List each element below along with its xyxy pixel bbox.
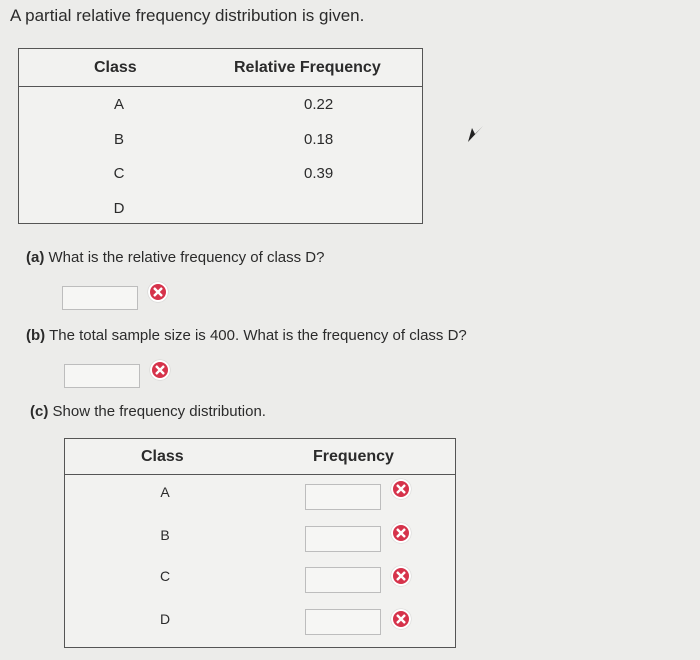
frequency-input-a[interactable] [305,484,381,510]
relative-frequency-cell: 0.22 [304,96,334,113]
header-frequency: Frequency [313,448,394,465]
class-cell: A [160,484,170,500]
answer-a-input[interactable] [62,286,138,310]
relative-frequency-cell: 0.18 [304,131,334,148]
question-a-text: What is the relative frequency of class D? [48,249,325,266]
class-cell: B [160,527,170,543]
class-cell: C [113,165,125,182]
class-cell: A [113,96,124,113]
frequency-input-d[interactable] [305,609,381,635]
x-circle-icon [148,282,168,302]
header-class: Class [94,59,137,76]
class-cell: D [113,200,125,217]
problem-intro: A partial relative frequency distribution is given. [10,6,365,25]
question-c [30,403,266,420]
question-b-text: The total sample size is 400. What is the frequency of class D? [49,327,467,344]
question-b-label: (b) [26,327,46,344]
x-circle-icon [391,566,411,586]
question-a-label: (a) [26,249,45,266]
relative-frequency-table [18,48,423,224]
frequency-input-b[interactable] [305,526,381,552]
header-class: Class [141,448,184,465]
class-cell: D [159,611,171,627]
mouse-cursor-icon [466,124,486,144]
class-cell: C [159,568,171,584]
frequency-table [64,438,456,648]
header-relative-frequency: Relative Frequency [234,59,381,76]
relative-frequency-cell: 0.39 [304,165,334,182]
question-c-label: (c) [30,403,49,420]
class-cell: B [113,131,124,148]
question-c-text: Show the frequency distribution. [52,403,266,420]
frequency-input-c[interactable] [305,567,381,593]
x-circle-icon [391,523,411,543]
relative-table-header [19,49,422,87]
question-b [26,327,467,344]
x-circle-icon [391,609,411,629]
x-circle-icon [150,360,170,380]
question-a [26,249,324,266]
frequency-table-header [65,439,455,475]
x-circle-icon [391,479,411,499]
answer-b-input[interactable] [64,364,140,388]
